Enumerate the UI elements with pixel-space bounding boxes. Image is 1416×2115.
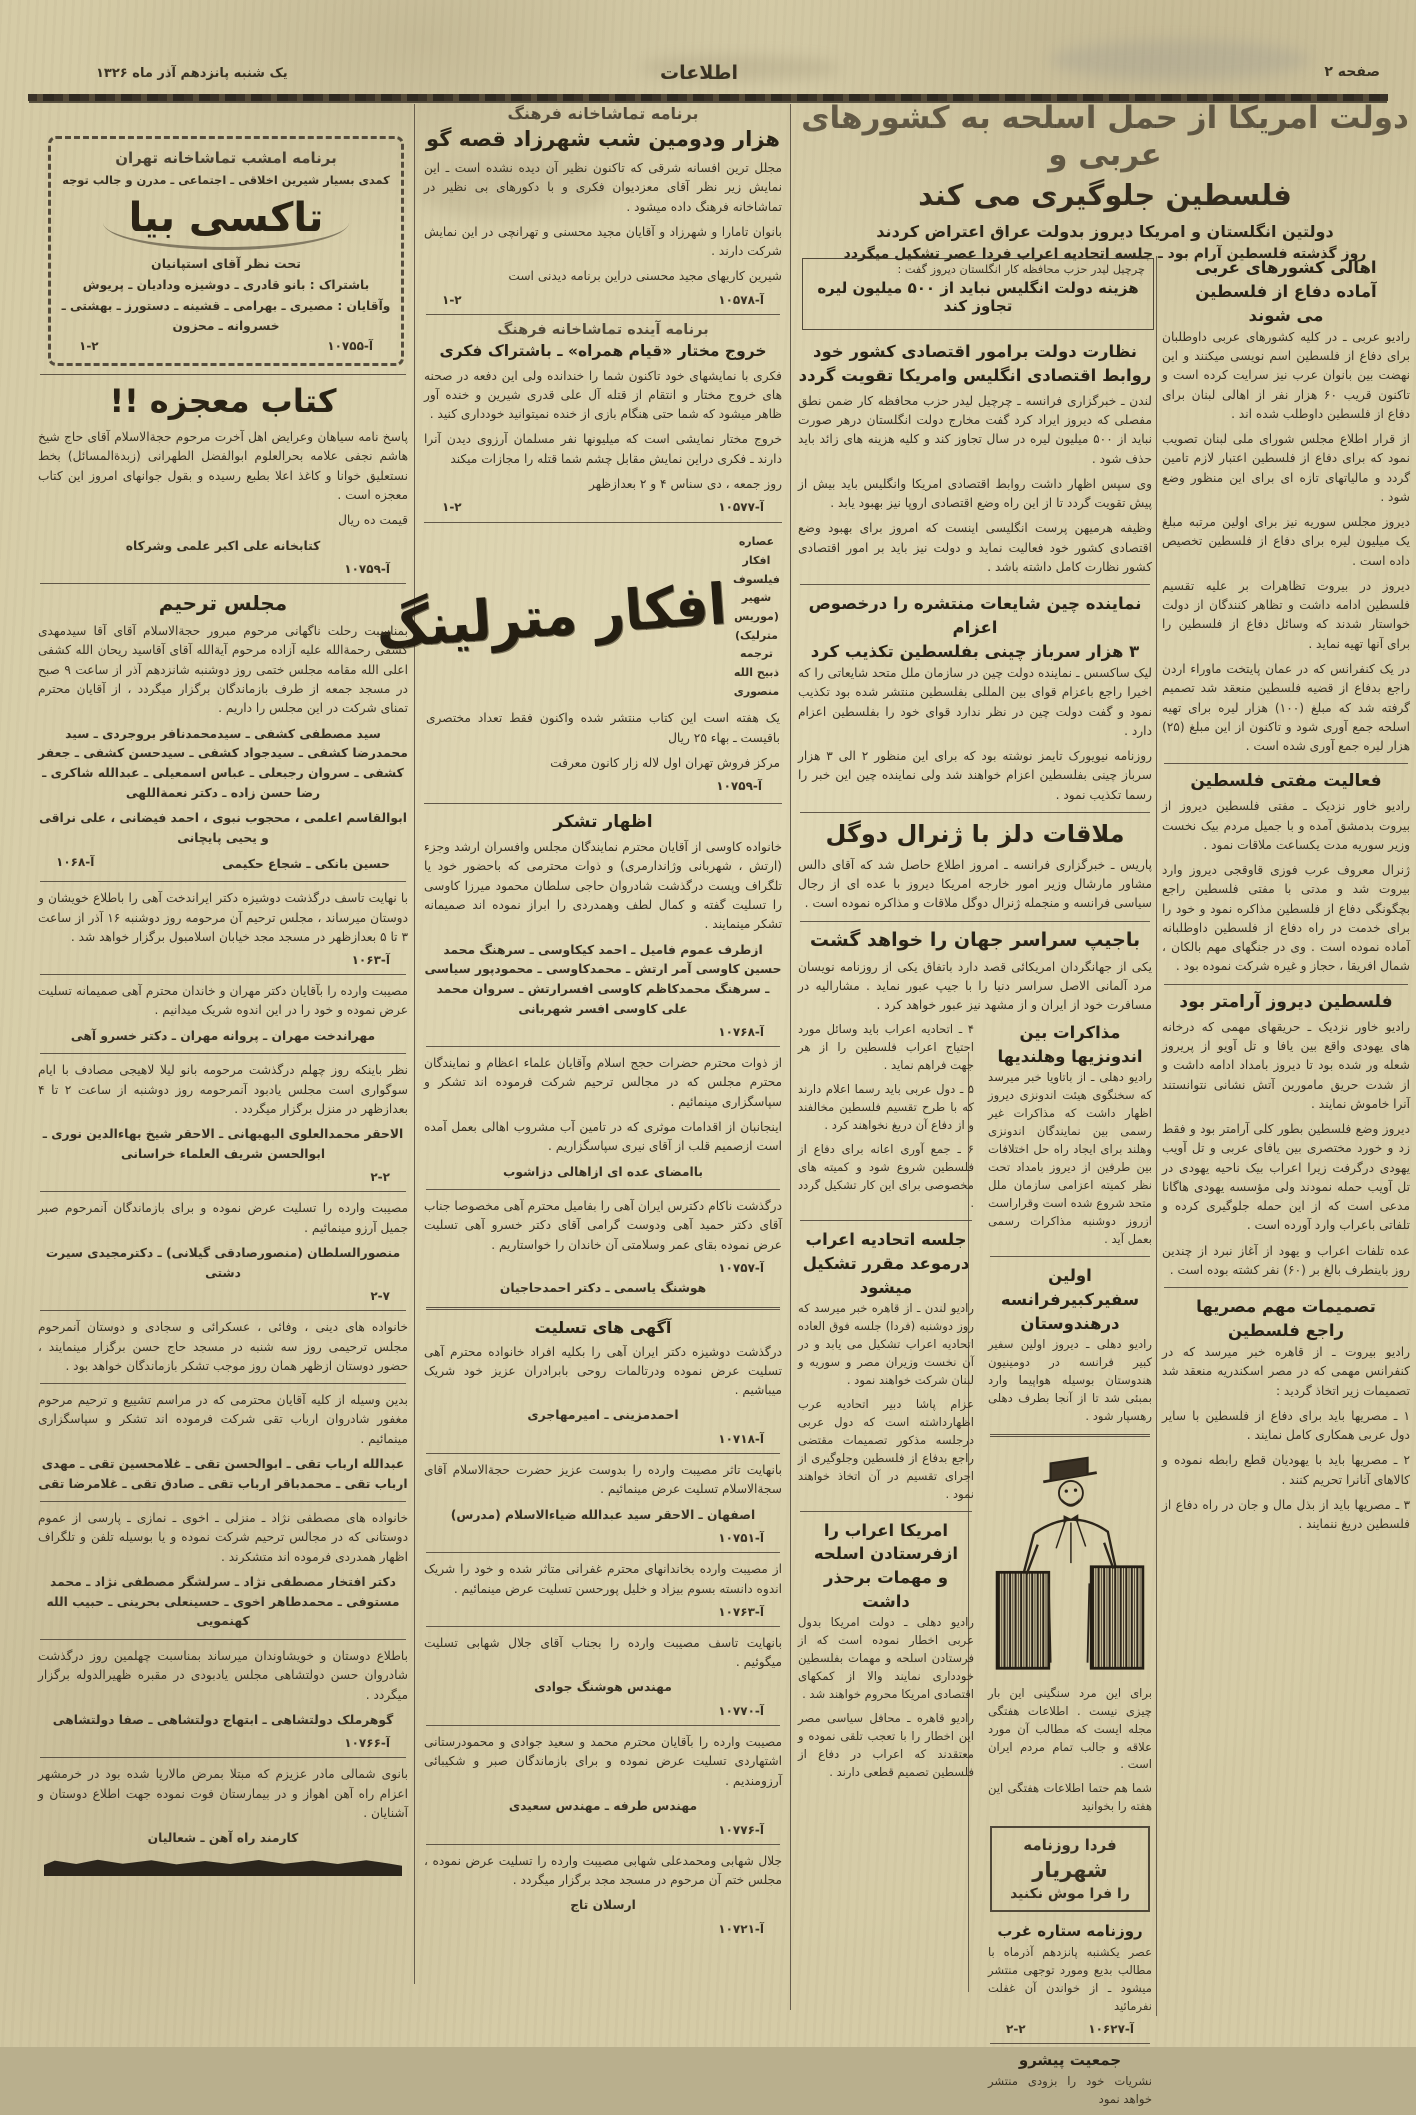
issue-date: یک شنبه پانزدهم آذر ماه ۱۳۲۶: [96, 66, 288, 81]
article-title-line: درموعد مقرر تشکیل میشود: [802, 1254, 970, 1297]
ad-code: آ-۱۰۷۶۳: [718, 1604, 764, 1619]
lead-title-line2: فلسطین جلوگیری می کند: [918, 178, 1292, 213]
ad-code: آ-۱۰۷۷۰: [718, 1704, 764, 1719]
bookstore-name: کتابخانه علی اکبر علمی وشرکاه: [125, 538, 321, 553]
notice-title: جمعیت پیشرو: [1018, 2051, 1122, 2070]
section-rule: [426, 1453, 780, 1454]
theater-kicker: برنامه آینده تماشاخانه فرهنگ: [497, 321, 709, 338]
ad-code: ۲-۷: [370, 1289, 390, 1304]
body-paragraph: رادیو خاور نزدیک ـ مفتی فلسطین دیروز از بیروت بدمشق آمده و با جمیل مردم بیک نخست وزیر سوریه مدت یکساعت ملاقات نمود .: [1162, 799, 1410, 852]
body-paragraph: یک هفته است این کتاب منتشر شده واکنون فقط تعداد مختصری باقیست ـ بهاء ۲۵ ریال: [426, 711, 780, 745]
article-us-arms-warning: [798, 1519, 974, 1782]
section-rule: [40, 881, 406, 882]
section-rule: [800, 812, 1150, 813]
body-paragraph: ۳ ـ مصریها باید از بذل مال و جان در راه دفاع از فلسطین دریغ ننمایند .: [1162, 1497, 1410, 1532]
signature: هوشنگ یاسمی ـ دکتر احمدحاجیان: [499, 1280, 707, 1295]
section-rule: [800, 921, 1150, 922]
ad-subline: کمدی بسیار شیرین اخلاقی ـ اجتماعی ـ مدرن و جالب توجه: [62, 173, 390, 187]
body-paragraph: مرکز فروش تهران اول لاله زار کانون معرفت: [550, 755, 780, 770]
quote-intro: چرچیل لیدر حزب محافظه کار انگلستان دیروز گفت :: [897, 263, 1145, 276]
notice-item: [424, 1343, 782, 1446]
masthead: اطلاعات: [660, 62, 739, 84]
article-title-line: روابط اقتصادی انگلیس وامریکا تقویت گردد: [798, 365, 1152, 385]
notice-text: با نهایت تاسف درگذشت دوشیزه دکتر ایراندخت آهی را باطلاع خویشان و دوستان میرساند ، مجلس ترحیم آن مرحومه روز دوشنبه ۱۶ آذر از ساعت ۳ تا ۵ بعدازظهر در مسجد مجد خیابان اسلامبول برگزار خواهد شد .: [38, 891, 408, 944]
body-paragraph: عصر یکشنبه پانزدهم آذرماه با مطالب بدیع ومورد توجهی منتشر میشود ـ از خواندن آن غفلت نفرمائید: [988, 1945, 1152, 2014]
body-paragraph: برای این مرد سنگینی این بار چیزی نیست . اطلاعات هفتگی مجله ایست که مطالب آن مورد علاقه و جالب تمام مردم ایران است .: [988, 1685, 1152, 1772]
column-right: [1162, 256, 1410, 1540]
notice-item: [38, 1391, 408, 1494]
lead-subhead-2: روز گذشته فلسطین آرام بود ـ جلسه اتحادیه اعراب فردا عصر تشکیل میگردد: [843, 246, 1367, 263]
numbered-resolutions: [798, 1021, 974, 1213]
body-paragraph: رادیو قاهره ـ محافل سیاسی مصر این اخطار را با تعجب تلقی نموده و معتقدند که اعراب در دفاع از فلسطین تصمیم قطعی دارند .: [798, 1711, 974, 1779]
notice-text: مصیبت وارده را تسلیت عرض نموده و برای بازماندگان آنمرحوم صبر جمیل آرزو مینمائیم .: [38, 1201, 408, 1235]
ad-code: آ-۱۰۶۸: [56, 854, 95, 869]
show-title: هزار ودومین شب شهرزاد قصه گو: [426, 127, 780, 151]
ad-run-count: ۱-۲: [442, 292, 462, 307]
body-paragraph: لیک ساکسس ـ نماینده دولت چین در سازمان ملل متحد شایعاتی را که اخیرا راجع باعزام قوای بین المللی بفلسطین منتشر شده بود تکذیب نمود و گفت دولت چین در نظر ندارد قوای خود را بفلسطین اعزام دارد .: [798, 666, 1152, 738]
ad-run-count: ۱-۲: [442, 500, 462, 515]
mokhtar-show-ad: [424, 322, 782, 515]
notice-item: [38, 889, 408, 967]
decorative-black-bar: [44, 1859, 402, 1876]
article-title-line: می شوند: [1248, 305, 1324, 325]
credit-line: (موریس مترلیک): [734, 609, 779, 642]
section-rule: [426, 1552, 780, 1553]
ad-code: آ-۱۰۵۷۷: [718, 500, 764, 515]
article-french-ambassador: [988, 1264, 1152, 1426]
section-rule: [40, 974, 406, 975]
article-title-line: مذاکرات بین: [1019, 1023, 1121, 1043]
body-paragraph: یکی از جهانگردان امریکائی قصد دارد باتفاق یکی از روزنامه نویسان مرد آلمانی الاصل سراسر دنیا را با جیپ عبور نماید . مشارالیه در مسافرت خود از ایران و از مشهد نیز عبور خواهد کرد .: [798, 959, 1152, 1013]
body-paragraph: ۴ ـ اتحادیه اعراب باید وسائل مورد احتیاج اعراب فلسطین را از هر جهت فراهم نماید .: [798, 1022, 974, 1073]
ad-code: آ-۱۰۷۵۱: [718, 1531, 764, 1546]
body-paragraph: دیروز در بیروت تظاهرات بر علیه تقسیم فلسطین ادامه داشت و تظاهر کنندگان از دولت خواستار شدند که وسائل دفاع از فلسطین را برای آنها تهیه نماید .: [1162, 578, 1410, 651]
article-title-line: نماینده چین شایعات منتشره را درخصوص اعزام: [808, 594, 1142, 638]
section-rule: [990, 1256, 1150, 1257]
section-rule: [40, 1757, 406, 1758]
ad-code: آ-۱۰۷۱۸: [718, 1432, 764, 1447]
notice-text: بدین وسیله از کلیه آقایان محترمی که در مراسم تشییع و ترحیم مرحوم مغفور شادروان ارباب تقی شرکت فرموده اند تشکر و سپاسگزاری مینمائیم .: [38, 1393, 408, 1446]
article-title: ملاقات دلز با ژنرال دوگل: [825, 819, 1125, 848]
column-middle: [798, 340, 1152, 2115]
notice-text: درگذشت دوشیزه دکتر ایران آهی را بکلیه افراد خانواده محترم آهی تسلیت عرض نموده ودرتالمات روحی بابرادران عزیز خود شریک میباشیم .: [424, 1344, 782, 1398]
notice-item: [424, 1733, 782, 1836]
signature: دکتر افتخار مصطفی نژاد ـ سرلشگر مصطفی نژاد ـ محمد مستوفی ـ محمدطاهر اخوی ـ حسینعلی بحرینی ـ حبیب الله کهنمویی: [46, 1574, 400, 1629]
notice-text: از مصیبت وارده بخاندانهای محترم غفرانی متاثر شده و خود را شریک اندوه دانسته بسوم بیزاد و خلیل پورحسن تسلیت عرض مینمائیم .: [424, 1562, 782, 1596]
ad-line: فردا روزنامه: [1023, 1836, 1117, 1855]
condolence-section-header: آگهی های تسلیت: [534, 1317, 672, 1337]
signature: مهندس هوشنگ جوادی: [534, 1680, 672, 1695]
taxi-biya-theater-ad: [48, 136, 404, 366]
notice-title: مجلس ترحیم: [158, 591, 288, 616]
body-paragraph: ۶ ـ جمع آوری اعانه برای دفاع از فلسطین شروع شود و کمیته های مخصوصی برای این کار تشکیل گردد .: [798, 1142, 974, 1211]
miracle-book-ad: [38, 382, 408, 576]
body-paragraph: رادیو دهلی ـ دولت امریکا بدول عربی اخطار نموده است که از فرستادن اسلحه و مهمات بفلسطین خودداری نمایند والا از کمکهای اقتصادی امریکا محروم خواهند شد .: [798, 1615, 974, 1702]
notice-text: خانواده های دینی ، وفائی ، عسکرائی و سجادی و دوستان آنمرحوم مجلس ترحیمی روز سه شنبه در مسجد حاج حسن برگزار مینمایند ، حضور دوستان ازظهر همان روز موجب تشکر بازماندگان خواهد بود .: [38, 1320, 408, 1373]
body-paragraph: رادیو دهلی ـ دیروز اولین سفیر کبیر فرانسه در دومینیون هندوستان بوسیله هواپیما وارد بمبئی شد تا از آنجا بطرف دهلی رهسپار شود .: [988, 1336, 1152, 1423]
body-paragraph: ۱ ـ مصریها باید برای دفاع از فلسطین با سایر دول عربی همکاری کامل نمایند .: [1162, 1408, 1410, 1443]
article-title-line: ۳ هزار سرباز چینی بفلسطین تکذیب کرد: [810, 642, 1140, 662]
condolence-ads: [424, 1343, 782, 1936]
body-paragraph: ۲ ـ مصریها باید با یهودیان قطع رابطه نموده و کالاهای آنانرا تحریم کنند .: [1162, 1453, 1410, 1487]
article-title-line: امریکا اعراب را ازفرستادن اسلحه: [813, 1520, 959, 1564]
section-rule: [40, 1639, 406, 1640]
body-paragraph: فکری با نمایشهای خود تاکنون شما را خندانده ولی این دفعه در صحنه های خروج مختار و انتقام از قتله آل علی قدری شیرین و خنده آور ظاهر میشود که شما حتی هنگام بازی از خنده نمیتوانید خودداری کنید .: [424, 368, 782, 422]
article-title-line: اندونزیها وهلندیها: [997, 1047, 1143, 1067]
article-economy: [798, 340, 1152, 577]
notice-item: [424, 1560, 782, 1619]
article-china-denial: [798, 592, 1152, 805]
body-paragraph: قیمت ده ریال: [338, 513, 408, 528]
subcolumn-left: [988, 1021, 1152, 2115]
notice-item: [38, 1647, 408, 1750]
farhang-theater-ad: [424, 104, 782, 307]
ad-code: آ-۱۰۷۵۹: [344, 562, 390, 577]
article-title-line: درهندوستان: [1020, 1313, 1120, 1333]
ahi-condolence: [424, 1197, 782, 1298]
section-rule: [40, 1383, 406, 1384]
ad-kicker: برنامه امشب تماشاخانه تهران: [115, 149, 337, 167]
accordion-man-illustration: [991, 1445, 1149, 1683]
section-rule: [40, 374, 406, 375]
body-paragraph: درگذشت ناکام دکترس ایران آهی را بفامیل محترم آهی مخصوصا جناب آقای دکتر حمید آهی ودوست گرامی آقای دکتر خسرو آهی تسلیت عرض نموده بقای عمر وسلامتی آن خاندان را خواستاریم .: [424, 1199, 782, 1252]
body-paragraph: دیروز وضع فلسطین بطور کلی آرامتر بود و فقط زد و خورد مختصری بین یافای عربی و تل آویب یهودی درگرفت زیرا اعراب بیک ناحیه یهودی در تل آویب حمله نمودند ولی مؤسسه یهودی هاگانا مدعی است که از این حمله جلوگیری کرده و تلفاتی باعراب وارد آورده است .: [1162, 1122, 1410, 1233]
credit-line: ترجمه ذبیح الله: [733, 647, 780, 679]
notice-item: [38, 1765, 408, 1848]
lead-subhead-1: دولتین انگلستان و امریکا دیروز بدولت عراق اعتراض کردند: [876, 222, 1334, 242]
section-rule: [426, 1189, 780, 1190]
body-paragraph: در یک کنفرانس که در عمان پایتخت ماوراء اردن راجع بدفاع از قضیه فلسطین منعقد شد تصمیم گرفته شد که مبلغ (۱۰۰) هزار لیره برای تهیه اسلحه جمع آوری شود و تاکنون از این مبلغ (۲۵) هزار لیره جمع آوری شده است .: [1162, 662, 1410, 754]
ad-code: آ-۱۰۶۳: [351, 953, 390, 968]
show-title: تاکسی بیا: [103, 195, 350, 250]
body-paragraph: از ذوات محترم حضرات حجج اسلام وآقایان علماء اعظام و نمایندگان محترم مجلس که در مجالس ترحیم شرکت فرموده اند تشکر و سپاسگزاری مینمائیم .: [424, 1056, 782, 1109]
article-arab-league-session: [798, 1228, 974, 1503]
body-paragraph: خانواده کاوسی از آقایان محترم نمایندگان مجلس وافسران ارشد وجزء (ارتش ، شهربانی وژاندارمری) و ذوات محترمی که باحضور خود یا تلگراف وپست درگذشت شادروان حاجی سلطان محمود میرزا کاوسی را تسلیت گفته و کمال لطف وهمدردی را ابراز نموده اند صمیمانه تشکر مینمایند .: [424, 840, 782, 932]
ad-title: روزنامه ستاره غرب: [997, 1922, 1143, 1941]
body-paragraph: بانوان تامارا و شهرزاد و آقایان مجید محسنی و تهرانچی در این نمایش شرکت دارند .: [424, 224, 782, 259]
body-paragraph: وی سپس اظهار داشت روابط اقتصادی امریکا وانگلیس باید بیش از پیش تقویت گردد تا از این راه وضع اقتصادی اروپا نیز بهبود یابد .: [798, 476, 1152, 511]
notice-item: [38, 1509, 408, 1632]
quote-text: هزینه دولت انگلیس نباید از ۵۰۰ میلیون لیره تجاوز کند: [817, 279, 1139, 315]
section-rule: [1164, 984, 1408, 985]
article-title-line: و مهمات برحذر داشت: [823, 1568, 949, 1612]
body-paragraph: ۵ ـ دول عربی باید رسما اعلام دارند که با طرح تقسیم فلسطین مخالفند و از دفاع آن دریغ نخواهند کرد .: [798, 1082, 974, 1133]
section-rule: [40, 1053, 406, 1054]
signature: ابوالقاسم اعلمی ، محجوب نبوی ، احمد فیضانی ، علی نراقی و یحیی پایچانی: [39, 811, 407, 845]
signature: حسین بانکی ـ شجاع حکیمی: [222, 856, 390, 871]
body-paragraph: از قرار اطلاع مجلس شورای ملی لبنان تصویب نمود که برای دفاع از فلسطین اعتبار لازم تامین گردد و مالیاتهای تازه ای برای این منظور وضع شود .: [1162, 432, 1410, 504]
body-paragraph: خروج مختار نمایشی است که میلیونها نفر مسلمان آرزوی دیدن آنرا دارند ـ فکری دراین نمایش مقابل چشم شما قتله را مجازات میکند: [424, 432, 782, 466]
notice-text: مصیبت وارده را بآقایان محترم محمد و سعید جوادی و محمودرستانی اشتهاردی تسلیت عرض نموده و برای بازماندگان صبر و شکیبائی آرزومندیم .: [424, 1735, 782, 1788]
director-line: تحت نظر آقای استپانیان: [151, 256, 301, 271]
signature: اصفهان ـ الاحقر سید عبدالله ضیاءالاسلام (مدرس): [450, 1507, 756, 1522]
book-title: کتاب معجزه !!: [109, 382, 337, 421]
signature: منصورالسلطان (منصورصادقی گیلانی) ـ دکترمجیدی سیرت دشتی: [45, 1245, 401, 1280]
article-title-line: آماده دفاع از فلسطین: [1195, 281, 1377, 301]
book-credit: [733, 533, 780, 701]
section-rule: [426, 1844, 780, 1845]
body-paragraph: لندن ـ خبرگزاری فرانسه ـ چرچیل لیدر حزب محافظه کار ضمن نطق مفصلی که دیروز ایراد کرد گفت مخارج دولت انگلستان درهر صورت نباید از ۵۰۰ میلیون لیره در سال تجاوز کند و کلیه هزینه های زائد باید حذف شود .: [798, 393, 1152, 466]
thanks-notice: [424, 812, 782, 1039]
notice-item: [424, 1461, 782, 1545]
ad-code: آ-۱۰۵۷۸: [718, 292, 764, 307]
section-rule: [990, 1434, 1150, 1437]
ad-code: آ-۱۰۷۵۷: [718, 1260, 764, 1275]
column-divider: [1156, 256, 1157, 2016]
notice-text: جلال شهابی ومحمدعلی شهابی مصیبت وارده را تسلیت عرض نموده ، مجلس ختم آن مرحوم در مسجد مجد برگزار میگردد .: [424, 1853, 782, 1887]
article-title-line: راجع فلسطین: [1227, 1321, 1345, 1341]
lead-headline-block: [798, 100, 1412, 262]
body-paragraph: دیروز مجلس سوریه نیز برای اولین مرتبه مبلغ یک میلیون لیره برای دفاع از فلسطین تخصیص داده است .: [1162, 515, 1410, 568]
body-paragraph: شما هم حتما اطلاعات هفتگی این هفته را بخوانید: [988, 1781, 1152, 1814]
ad-line: شهریار: [1032, 1858, 1108, 1883]
body-paragraph: اینجانبان از اقدامات موثری که در تامین آب مشروب اهالی بعمل آمده است ازصمیم قلب از آقای نیری سپاسگزاریم .: [424, 1119, 782, 1154]
body-paragraph: وظیفه هرمیهن پرست انگلیسی اینست که امروز برای بهبود وضع اقتصادی کشور خود فعالیت نماید و دولت نیز باید بر امور اقتصادی کشور نظارت کامل داشته باشد .: [798, 521, 1152, 574]
body-paragraph: روزنامه نیویورک تایمز نوشته بود که برای این منظور ۲ الی ۳ هزار سرباز چینی بفلسطین اعزام خواهند شد ولی نماینده چین این خبر را رسما تکذیب نمود .: [798, 749, 1152, 802]
credit-line: منصوری: [733, 684, 780, 698]
body-paragraph: بمناسبت رحلت ناگهانی مرحوم مبرور حجةالاسلام آقای آقا سیدمهدی کشفی رحمةالله علیه آزاده مرحوم آیةالله آقای آقاسید ریحان الله کشفی اعلی الله مقامه مجلس ختمی روز دوشنبه شانزدهم آذر از ساعت ۹ صبح در مسجد جمعه از طرف بازماندگان برگزار میگردد ، از آقایان محترم تمنای شرکت در این مجلس را داریم .: [38, 624, 408, 716]
notice-text: خانواده های مصطفی نژاد ـ منزلی ـ اخوی ـ نمازی ـ پارسی از عموم دوستانی که در مجالس ترحیم شرکت نموده و یا بوسیله تلفن و تلگراف اظهار همدردی فرموده اند متشکرند .: [38, 1511, 408, 1564]
section-rule: [1164, 1287, 1408, 1288]
section-rule: [426, 1307, 780, 1310]
section-rule: [426, 1725, 780, 1726]
signature: ارسلان تاج: [570, 1898, 636, 1913]
article-title: فلسطین دیروز آرامتر بود: [1179, 991, 1393, 1012]
notice-item: [424, 1852, 782, 1936]
ad-code: آ-۱۰۷۵۵: [327, 339, 373, 354]
notice-item: [38, 1199, 408, 1303]
obituary-notices: [38, 889, 408, 1849]
article-palestine-calmer: [1162, 992, 1410, 1280]
body-paragraph: مجلل ترین افسانه شرقی که تاکنون نظیر آن دیده نشده است ـ این نمایش زیر نظر آقای معزدیوان فکری و با دکورهای بی نظیر در تماشاخانه فرهنگ داده میشود .: [424, 161, 782, 214]
signature: سید مصطفی کشفی ـ سیدمحمدنافر بروجردی ـ سید محمدرضا کشفی ـ سیدجواد کشفی ـ سیدحسن کشفی ـ جعفر کشفی ـ سروان رجبعلی ـ عباس اسمعیلی ـ عبدالله شاکری ـ رضا حسن زاده ـ دکتر نعمةاللهی: [38, 726, 408, 800]
article-title-line: تصمیمات مهم مصریها: [1196, 1297, 1376, 1317]
column-divider: [790, 104, 791, 2010]
thanks-notice-2: [424, 1054, 782, 1182]
article-title-line: جلسه اتحادیه اعراب: [805, 1230, 967, 1250]
column-left: [38, 106, 408, 1876]
section-rule: [990, 2043, 1150, 2044]
article-title-line: اولین سفیرکبیرفرانسه: [1000, 1265, 1140, 1309]
signature: گوهرملک دولتشاهی ـ ابتهاج دولتشاهی ـ صفا دولتشاهی: [52, 1712, 394, 1727]
shahriar-newspaper-ad: [990, 1826, 1150, 1912]
body-paragraph: رادیو خاور نزدیک ـ حریقهای مهمی که درخانه های یهودی واقع بین یافا و تل آویو از پریروز شعله ور شده بود تا دیروز بامداد ادامه داشت و از شدت حریق مامورین آتش نشانی نتوانستند آنرا خاموش نمایند .: [1162, 1019, 1410, 1111]
section-rule: [426, 1046, 780, 1047]
signature: احمدمزینی ـ امیرمهاجری: [527, 1408, 679, 1423]
section-rule: [426, 314, 780, 315]
article-mufti-activity: [1162, 771, 1410, 976]
credit-line: عصاره افکار فیلسوف شهیر: [732, 535, 780, 605]
notice-text: بانوی شمالی مادر عزیزم که مبتلا بمرض مالاریا شده بود در خرمشهر اعزام راه آهن اهواز و در بیمارستان فوت نموده جهت اطلاع دوستان و آشنایان .: [38, 1767, 408, 1820]
body-paragraph: پاسخ نامه سیاهان وعرایض اهل آخرت مرحوم حجةالاسلام آقای حاج شیخ هاشم نجفی علامه بحرالعلوم ابوالفضل الطهرانی (زبدةالمسائل) بخط نستعلیق خوانا و کاغذ اعلا بطبع رسیده و بقول جوانهای امروز این کتاب معجزه است .: [38, 430, 408, 502]
signature: ازطرف عموم فامیل ـ احمد کیکاوسی ـ سرهنگ محمد حسین کاوسی آمر ارتش ـ محمدکاوسی ـ محمودپور سیاسی ـ سرهنگ محمدکاظم کاوسی افسرارتش ـ سروان محمد علی کاوسی افسر شهربانی: [424, 942, 782, 1016]
article-title: فعالیت مفتی فلسطین: [1190, 771, 1382, 792]
ad-code: آ-۱۰۶۲۷: [1088, 2022, 1134, 2037]
jamiat-pishro-notice: [988, 2051, 1152, 2109]
subcolumn-right: [798, 1021, 974, 2115]
section-rule: [1164, 763, 1408, 764]
notice-item: [38, 982, 408, 1046]
illustration-caption: [988, 1685, 1152, 1817]
notice-text: مصیبت وارده را بآقایان دکتر مهران و خاندان محترم آهی صمیمانه تسلیت عرض نموده و خود را در این اندوه شریک میدانیم .: [38, 984, 408, 1018]
section-rule: [40, 1310, 406, 1311]
notice-item: [424, 1634, 782, 1718]
signature: مهراندخت مهران ـ پروانه مهران ـ دکتر خسرو آهی: [70, 1028, 376, 1043]
section-rule: [800, 584, 1150, 585]
ad-code: آ-۱۰۷۵۹: [716, 779, 762, 794]
article-egypt-decisions: [1162, 1295, 1410, 1534]
section-rule: [426, 1626, 780, 1627]
ad-code: آ-۱۰۷۶۸: [718, 1025, 764, 1040]
article-indonesia-talks: [988, 1021, 1152, 1249]
book-title-calligraphy: افکار مترلینگ: [374, 572, 729, 662]
article-title: باجیپ سراسر جهان را خواهد گشت: [809, 928, 1141, 951]
ad-code: آ-۱۰۷۷۶: [718, 1822, 764, 1837]
notice-text: بانهایت تاثر مصیبت وارده را بدوست عزیز حضرت حجةالاسلام آقای سجةالاسلام تسلیت عرض مینمائیم .: [424, 1463, 782, 1497]
article-title-line: اهالی کشورهای عربی: [1195, 258, 1377, 277]
section-rule: [40, 1501, 406, 1502]
body-paragraph: رادیو بیروت ـ از قاهره خبر میرسد که در کنفرانس مهمی که در مصر اسکندریه منعقد شد تصمیمات زیر اتخاذ گردید :: [1162, 1345, 1410, 1398]
cast-line: باشتراک : بانو قادری ـ دوشیزه ودادیان ـ پریوش وآقایان : مصیری ـ بهرامی ـ قشینه ـ دستورز ـ بهشتی ـ خسروانه ـ محزون: [61, 278, 391, 334]
theater-kicker: برنامه تماشاخانه فرهنگ: [507, 104, 699, 123]
body-paragraph: رادیو عربی ـ در کلیه کشورهای عربی داوطلبان برای دفاع از فلسطین اسم نویسی میکنند و این نهضت بین بانوان عرب نیز سرایت کرده است و تاکنون قریب ۶۰ هزار نفر از اهالی لبنان برای دفاع از فلسطین داوطلب شده اند .: [1162, 329, 1410, 421]
signature: عبدالله ارباب تقی ـ ابوالحسن تقی ـ غلامحسین تقی ـ مهدی ارباب تقی ـ محمدباقر ارباب تقی ـ صادق تقی ـ غلامرضا تقی: [38, 1456, 408, 1491]
ad-line: را فرا موش نکنید: [1010, 1886, 1130, 1903]
article-dulles-degaulle: [798, 820, 1152, 914]
notice-text: نظر باینکه روز چهلم درگذشت مرحومه بانو لیلا لاهیجی مصادف با ایام سوگواری است مجلس یادبود آنمرحومه روز دوشنبه از ساعت ۲ تا ۴ بعدازظهر در منزل برگزار میگردد .: [38, 1063, 408, 1116]
body-paragraph: نشریات خود را بزودی منتشر خواهد نمود: [988, 2074, 1152, 2107]
middle-subcolumns: [798, 1021, 1152, 2115]
body-paragraph: رادیو لندن ـ از قاهره خبر میرسد که روز دوشنبه (فردا) جلسه فوق العاده اتحادیه اعراب تشکیل می یابد و در آن نخست وزیران مصر و سوریه و لبنان شرکت خواهند نمود .: [798, 1300, 974, 1387]
lead-title-line1: دولت امریکا از حمل اسلحه به کشورهای عربی و: [801, 100, 1409, 174]
body-paragraph: پاریس ـ خبرگزاری فرانسه ـ امروز اطلاع حاصل شد که آقای دالس مشاور مارشال وزیر امور خارجه امریکا دیروز با عده ای از رجال سیاسی فرانسه و منجمله ژنرال دوگل ملاقات و مذاکره نموده است .: [798, 857, 1152, 911]
memorial-service-notice: [38, 591, 408, 874]
notice-title: اظهار تشکر: [553, 812, 653, 833]
signature: باامضای عده ای ازاهالی دزاشوب: [503, 1164, 703, 1179]
body-paragraph: رادیو دهلی ـ از باتاویا خبر میرسد که سخنگوی هیئت اندونزی دیروز اظهار داشت که مذاکرات غیر رسمی بین نمایندگان اندونزی وهلند برای ایجاد راه حل اختلافات بین طرفین از دیروز بامداد تحت نظر کمیته اعزامی سازمان ملل متحد شروع شده است وقراراست ازروز دوشنبه مذاکرات رسمی بعمل آید .: [988, 1070, 1152, 1247]
column-divider: [414, 104, 415, 1984]
metterling-book-ad: [374, 522, 782, 804]
section-rule: [40, 1191, 406, 1192]
section-rule: [800, 1511, 972, 1512]
body-paragraph: عزام پاشا دبیر اتحادیه عرب اظهارداشته است که دول عربی درجلسه مذکور تصمیمات مقتضی راجع بدفاع از فلسطین وجلوگیری از اجرای تقسیم در آن اتخاذ خواهند نمود .: [798, 1396, 974, 1501]
body-paragraph: عده تلفات اعراب و یهود از آغاز نبرد از چندین روز باینطرف بالغ بر (۶۰) نفر کشته بوده است .: [1162, 1243, 1410, 1277]
signature: مهندس طرفه ـ مهندس سعیدی: [508, 1798, 698, 1813]
body-paragraph: شیرین کاریهای مجید محسنی دراین برنامه دیدنی است: [508, 269, 782, 284]
article-title-line: نظارت دولت برامور اقتصادی کشور خود: [813, 342, 1137, 361]
notice-text: باطلاع دوستان و خویشاوندان میرساند بمناسبت چهلمین روز درگذشت شادروان حسن دولتشاهی مجلس یادبودی در مقبره ظهیرالدوله برگزار میگردد .: [38, 1649, 408, 1702]
signature: الاحقر محمدالعلوی البهبهانی ـ الاحقر شیخ بهاءالدین نوری ـ ابوالحسن شریف العلماء خراسانی: [42, 1127, 404, 1161]
article-arab-volunteers: [1162, 256, 1410, 756]
article-jeep-world-tour: [798, 929, 1152, 1016]
setareh-gharb-ad: [988, 1922, 1152, 2036]
ad-run-count: ۲-۲: [1006, 2022, 1026, 2037]
page-header: [0, 56, 1416, 96]
show-title: خروج مختار «قیام همراه» ـ باشتراک فکری: [439, 341, 767, 360]
page-number: صفحه ۲: [1324, 64, 1380, 80]
notice-item: [38, 1318, 408, 1376]
ad-code: آ-۱۰۷۶۶: [344, 1736, 390, 1751]
ad-run-count: ۱-۲: [79, 339, 99, 354]
signature: کارمند راه آهن ـ شعالیان: [147, 1831, 299, 1846]
body-paragraph: ژنرال معروف عرب فوزی قاوقجی دیروز وارد بیروت شد و مدتی با مفتی فلسطین راجع بچگونگی دفاع از فلسطین مذاکره نمود و خود را برای خدمت در راه دفاع از فلسطین داوطلبانه آماده نموده است . وی در جنگهای مهم بالکان ، شمال افریقا ، حجاز و غیره شرکت نموده بود .: [1162, 863, 1410, 974]
ad-code: ۲-۲: [370, 1170, 390, 1185]
ad-code: آ-۱۰۷۲۱: [718, 1921, 764, 1936]
notice-item: [38, 1061, 408, 1184]
body-paragraph: روز جمعه ، دی سناس ۴ و ۲ بعدازظهر: [589, 476, 782, 491]
section-rule: [800, 1220, 972, 1221]
notice-text: بانهایت تاسف مصیبت وارده را بجناب آقای جلال شهابی تسلیت میگوئیم .: [424, 1635, 782, 1670]
churchill-quote-box: [802, 258, 1154, 330]
section-rule: [40, 583, 406, 584]
